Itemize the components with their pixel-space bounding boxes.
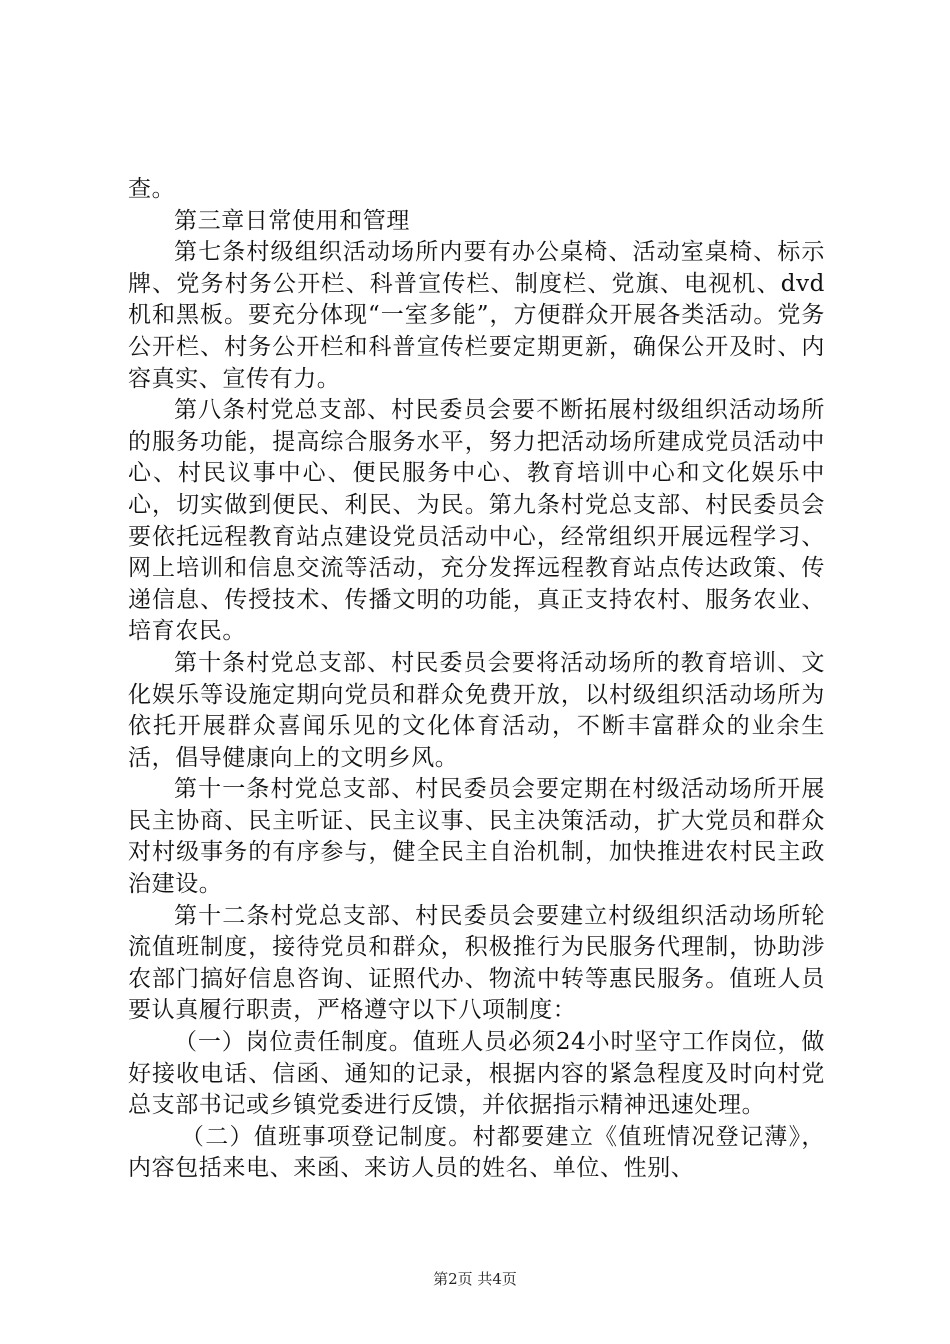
article-12-paragraph: 第十二条村党总支部、村民委员会要建立村级组织活动场所轮流值班制度，接待党员和群众，积极推行为民服务代理制，协助涉农部门搞好信息咨询、证照代办、物流中转等惠民服务。值班人员要认真履行职责，严格遵守以下八项制度： — [128, 902, 825, 1024]
rule-1-paragraph: （一）岗位责任制度。值班人员必须24小时坚守工作岗位，做好接收电话、信函、通知的记录，根据内容的紧急程度及时向村党总支部书记或乡镇党委进行反馈，并依据指示精神迅速处理。 — [128, 1029, 825, 1119]
paragraph-continuation: 查。 — [128, 176, 176, 202]
article-8-9-paragraph: 第八条村党总支部、村民委员会要不断拓展村级组织活动场所的服务功能，提高综合服务水平，努力把活动场所建成党员活动中心、村民议事中心、便民服务中心、教育培训中心和文化娱乐中心，切实做到便民、利民、为民。第九条村党总支部、村民委员会要依托远程教育站点建设党员活动中心，经常组织开展远程学习、网上培训和信息交流等活动，充分发挥远程教育站点传达政策、传递信息、传授技术、传播文明的功能，真正支持农村、服务农业、培育农民。 — [128, 397, 825, 645]
document-body — [128, 174, 825, 1185]
article-7-paragraph: 第七条村级组织活动场所内要有办公桌椅、活动室桌椅、标示牌、党务村务公开栏、科普宣传栏、制度栏、党旗、电视机、dvd机和黑板。要充分体现“一室多能”，方便群众开展各类活动。党务公开栏、村务公开栏和科普宣传栏要定期更新，确保公开及时、内容真实、宣传有力。 — [128, 239, 825, 392]
rule-2-paragraph: （二）值班事项登记制度。村都要建立《值班情况登记薄》，内容包括来电、来函、来访人员的姓名、单位、性别、 — [128, 1123, 825, 1182]
article-10-paragraph: 第十条村党总支部、村民委员会要将活动场所的教育培训、文化娱乐等设施定期向党员和群众免费开放，以村级组织活动场所为依托开展群众喜闻乐见的文化体育活动，不断丰富群众的业余生活，倡导健康向上的文明乡风。 — [128, 649, 825, 771]
page-indicator: 第2页 共4页 — [433, 1270, 517, 1288]
page-number-footer — [0, 1269, 950, 1289]
article-11-paragraph: 第十一条村党总支部、村民委员会要定期在村级活动场所开展民主协商、民主听证、民主议事、民主决策活动，扩大党员和群众对村级事务的有序参与，健全民主自治机制，加快推进农村民主政治建设。 — [128, 776, 825, 898]
chapter-heading: 第三章日常使用和管理 — [174, 207, 410, 234]
